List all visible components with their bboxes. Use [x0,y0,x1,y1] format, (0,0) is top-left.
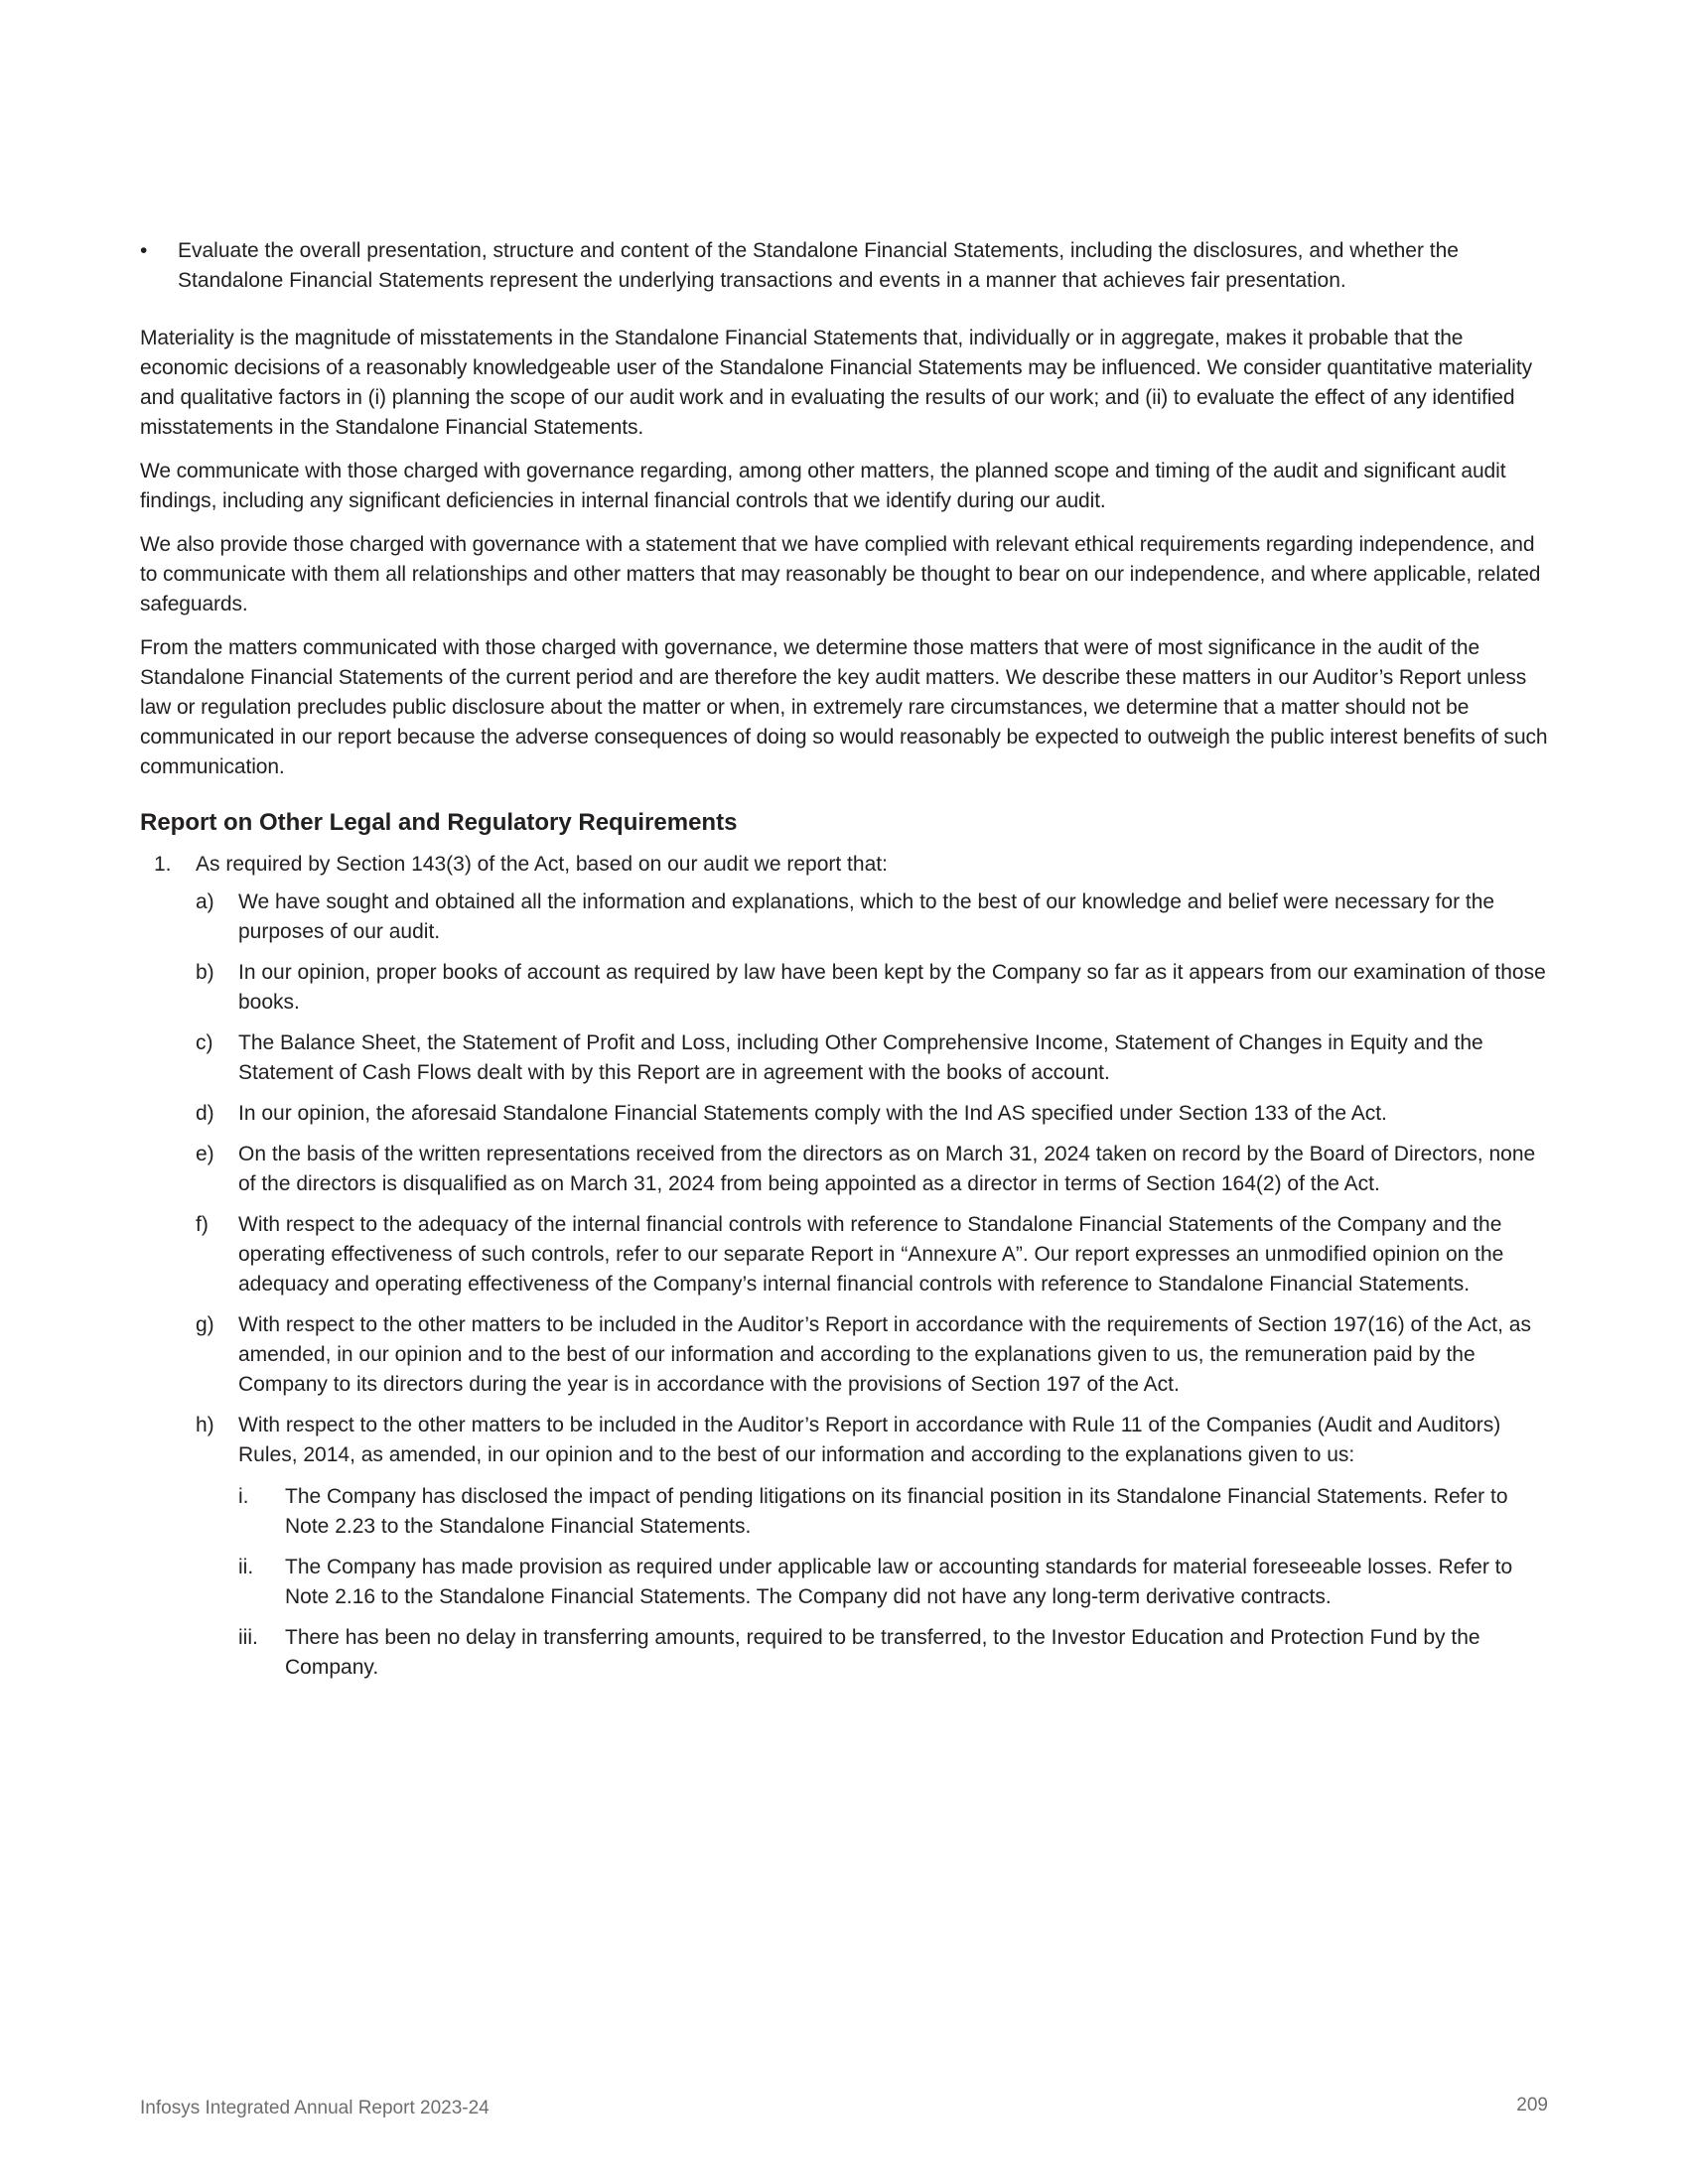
list-marker: e) [196,1143,214,1165]
list-text: On the basis of the written representations received from the directors as on March 31, 2024 taken on record by the Board of Directors, none of the directors is disqualified as on March 31, 2024 from being appointed as a director in terms of Section 164(2) of the Act. [238,1143,1536,1195]
list-text: With respect to the other matters to be included in the Auditor’s Report in accordance with Rule 11 of the Companies (Audit and Auditors) Rules, 2014, as amended, in our opinion and to the best of our information and according to the explanations given to us: [238,1414,1501,1466]
paragraph-key-audit-matters: From the matters communicated with those charged with governance, we determine those matters that were of most significance in the audit of the Standalone Financial Statements of the current period and are therefore the key audit matters. We describe these matters in our Auditor’s Report unless law or regulation precludes public disclosure about the matter or when, in extremely rare circumstances, we determine that a matter should not be communicated in our report because the adverse consequences of doing so would reasonably be expected to outweigh the public interest benefits of such communication. [140,636,1548,778]
list-item-f [196,1210,1550,1299]
list-item-c [196,1028,1550,1088]
list-marker: h) [196,1414,214,1436]
list-text: The Company has disclosed the impact of pending litigations on its financial position in its Standalone Financial Statements. Refer to Note 2.23 to the Standalone Financial Statements. [285,1485,1508,1538]
page-number: 209 [1516,2095,1548,2116]
list-marker: f) [196,1213,209,1236]
list-marker: i. [238,1485,249,1508]
paragraph-materiality: Materiality is the magnitude of misstatements in the Standalone Financial Statements that, individually or in aggregate, makes it probable that the economic decisions of a reasonably knowledgeable user of the Standalone Financial Statements may be influenced. We consider quantitative materiality and qualitative factors in (i) planning the scope of our audit work and in evaluating the results of our work; and (ii) to evaluate the effect of any identified misstatements in the Standalone Financial Statements. [140,327,1532,439]
alpha-list [196,887,1550,1683]
list-text: The Balance Sheet, the Statement of Profit and Loss, including Other Comprehensive Income, Statement of Changes in Equity and the Statement of Cash Flows dealt with by this Report are in agreement with the books of account. [238,1031,1483,1084]
list-item-h [196,1411,1550,1683]
bullet-marker: • [140,239,148,262]
list-item-ii [238,1553,1550,1612]
numbered-item-1 [140,850,1550,880]
list-marker: d) [196,1102,214,1125]
list-text: The Company has made provision as required under applicable law or accounting standards for material foreseeable losses. Refer to Note 2.16 to the Standalone Financial Statements. The Company did not have any long-term derivative contracts. [285,1556,1513,1608]
list-item-iii [238,1623,1550,1683]
list-item-g [196,1310,1550,1400]
list-item-b [196,958,1550,1018]
list-marker: iii. [238,1626,258,1649]
list-text: With respect to the adequacy of the internal financial controls with reference to Standalone Financial Statements of the Company and the operating effectiveness of such controls, refer to our separate Report in “Annexure A”. Our report expresses an unmodified opinion on the adequacy and operating effectiveness of the Company’s internal financial controls with reference to Standalone Financial Statements. [238,1213,1504,1296]
roman-list [238,1482,1550,1683]
list-marker: a) [196,890,214,913]
list-text: We have sought and obtained all the information and explanations, which to the best of our knowledge and belief were necessary for the purposes of our audit. [238,890,1495,943]
document-body [140,236,1550,1694]
list-text: There has been no delay in transferring amounts, required to be transferred, to the Investor Education and Protection Fund by the Company. [285,1626,1480,1679]
list-item-e [196,1140,1550,1199]
bullet-text: Evaluate the overall presentation, structure and content of the Standalone Financial Statements, including the disclosures, and whether the Standalone Financial Statements represent the underlying transactions and events in a manner that achieves fair presentation. [178,239,1459,292]
list-item-d [196,1099,1550,1129]
list-item-i [238,1482,1550,1542]
bullet-item [140,236,1550,296]
numbered-text: As required by Section 143(3) of the Act, based on our audit we report that: [196,853,888,876]
list-item-a [196,887,1550,947]
numbered-marker: 1. [154,853,172,876]
paragraph-communication: We communicate with those charged with governance regarding, among other matters, the planned scope and timing of the audit and significant audit findings, including any significant deficiencies in internal financial controls that we identify during our audit. [140,460,1506,512]
section-heading: Report on Other Legal and Regulatory Requirements [140,809,738,836]
paragraph-independence: We also provide those charged with governance with a statement that we have complied with relevant ethical requirements regarding independence, and to communicate with them all relationships and other matters that may reasonably be thought to bear on our independence, and where applicable, related safeguards. [140,533,1541,615]
list-marker: c) [196,1031,213,1054]
list-marker: b) [196,961,214,984]
list-marker: g) [196,1313,214,1336]
list-marker: ii. [238,1556,254,1578]
footer-report-title: Infosys Integrated Annual Report 2023-24 [140,2098,490,2118]
list-text: In our opinion, the aforesaid Standalone Financial Statements comply with the Ind AS specified under Section 133 of the Act. [238,1102,1387,1125]
list-text: In our opinion, proper books of account as required by law have been kept by the Company so far as it appears from our examination of those books. [238,961,1546,1014]
list-text: With respect to the other matters to be included in the Auditor’s Report in accordance with the requirements of Section 197(16) of the Act, as amended, in our opinion and to the best of our information and according to the explanations given to us, the remuneration paid by the Company to its directors during the year is in accordance with the provisions of Section 197 of the Act. [238,1313,1531,1396]
